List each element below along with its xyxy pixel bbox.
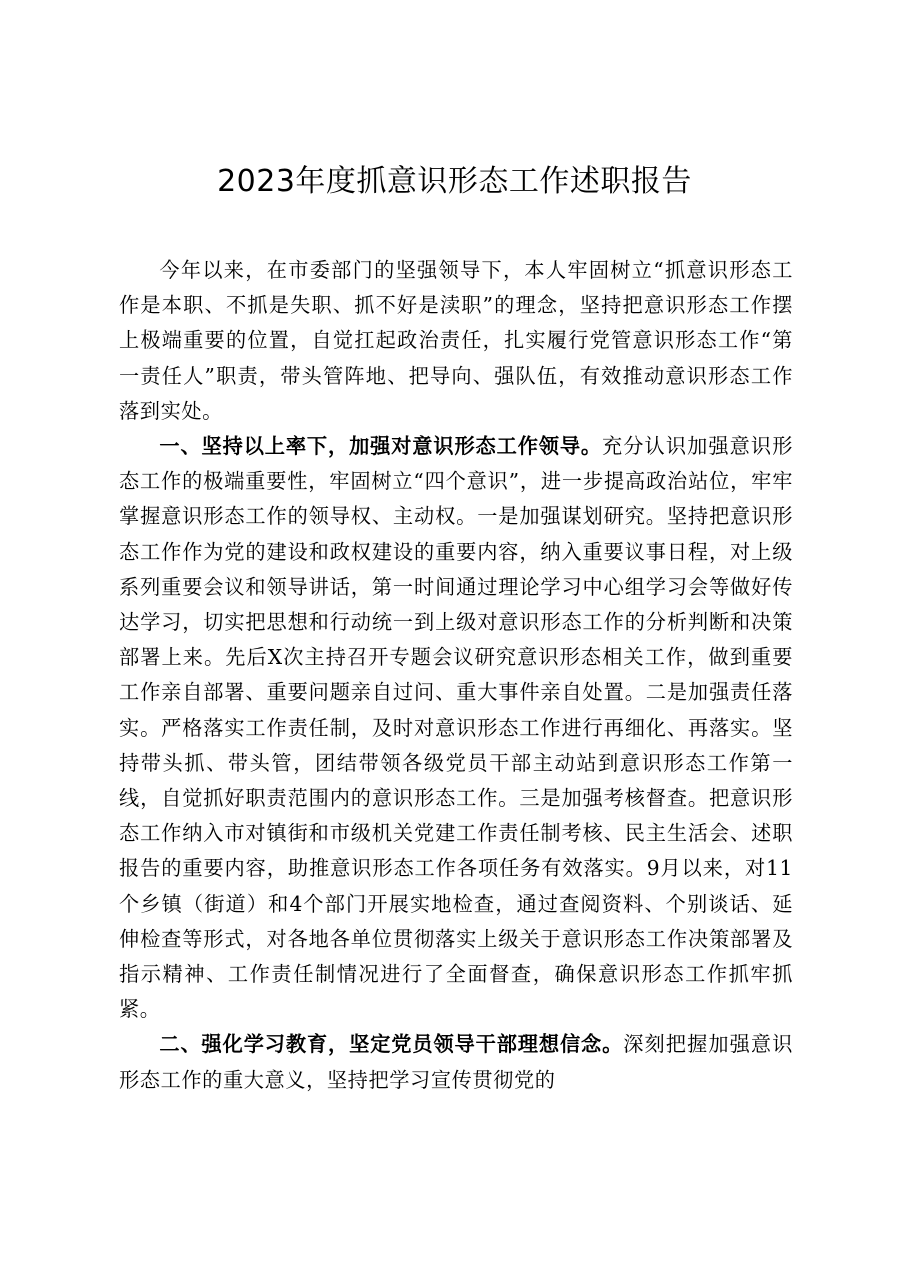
- paragraph-intro-text: 今年以来，在市委部门的坚强领导下，本人牢固树立“抓意识形态工作是本职、不抓是失职、抓不好是渎职”的理念，坚持把意识形态工作摆上极端重要的位置，自觉扛起政治责任，扎实履行党管意识形态工作“第一责任人”职责，带头管阵地、把导向、强队伍，有效推动意识形态工作落到实处。: [119, 258, 793, 423]
- paragraph-intro: [119, 253, 793, 429]
- document-body: [119, 253, 793, 1098]
- paragraph-section-2: [119, 1027, 793, 1097]
- section-1-text: 充分认识加强意识形态工作的极端重要性，牢固树立“四个意识”，进一步提高政治站位，牢牢掌握意识形态工作的领导权、主动权。一是加强谋划研究。坚持把意识形态工作作为党的建设和政权建设的重要内容，纳入重要议事日程，对上级系列重要会议和领导讲话，第一时间通过理论学习中心组学习会等做好传达学习，切实把思想和行动统一到上级对意识形态工作的分析判断和决策部署上来。先后X次主持召开专题会议研究意识形态相关工作，做到重要工作亲自部署、重要问题亲自过问、重大事件亲自处置。二是加强责任落实。严格落实工作责任制，及时对意识形态工作进行再细化、再落实。坚持带头抓、带头管，团结带领各级党员干部主动站到意识形态工作第一线，自觉抓好职责范围内的意识形态工作。三是加强考核督查。把意识形态工作纳入市对镇街和市级机关党建工作责任制考核、民主生活会、述职报告的重要内容，助推意识形态工作各项任务有效落实。9月以来，对11个乡镇（街道）和4个部门开展实地检查，通过查阅资料、个别谈话、延伸检查等形式，对各地各单位贯彻落实上级关于意识形态工作决策部署及指示精神、工作责任制情况进行了全面督查，确保意识形态工作抓牢抓紧。: [119, 434, 793, 1022]
- section-2-text: 深刻把握加强意识形态工作的重大意义，坚持把学习宣传贯彻党的: [119, 1032, 793, 1092]
- document-title: 2023年度抓意识形态工作述职报告: [217, 164, 692, 199]
- section-2-heading: 二、强化学习教育，坚定党员领导干部理想信念。: [159, 1032, 624, 1057]
- paragraph-section-1: [119, 429, 793, 1027]
- section-1-heading: 一、坚持以上率下，加强对意识形态工作领导。: [159, 434, 602, 459]
